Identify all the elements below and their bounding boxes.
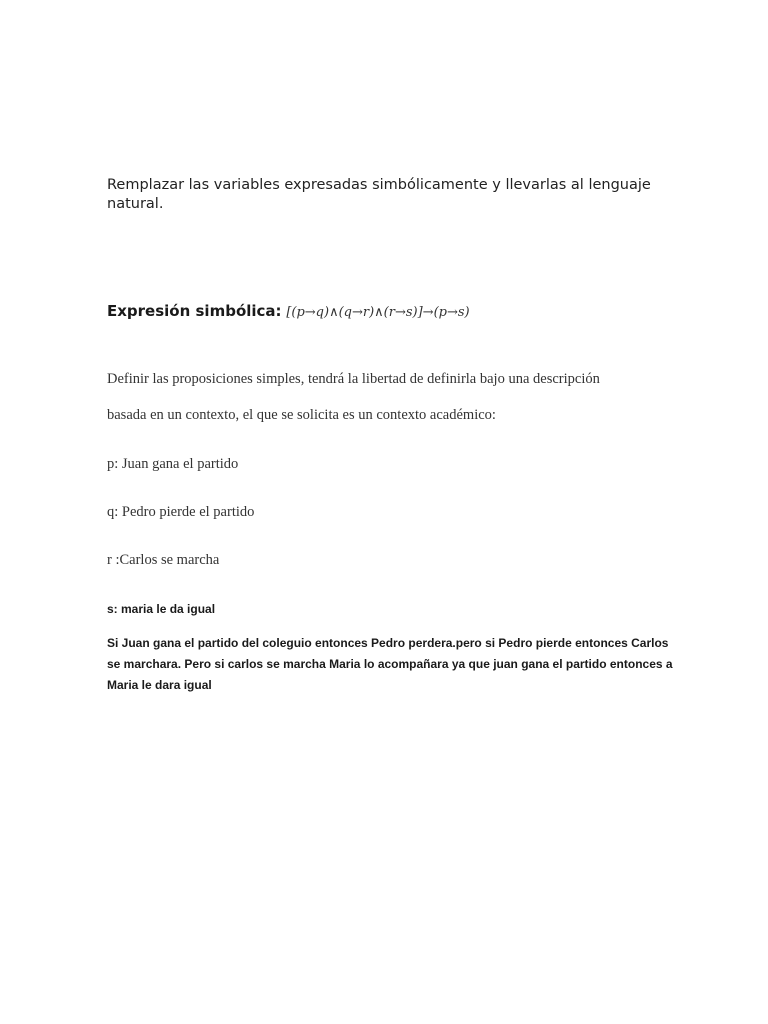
conclusion-line-1: Si Juan gana el partido del coleguio entonces Pedro perdera.pero si Pedro pierde entonces Carlos	[107, 636, 669, 650]
proposition-p: p: Juan gana el partido	[107, 456, 239, 472]
proposition-r: r :Carlos se marcha	[107, 552, 220, 568]
symbolic-expression	[107, 301, 667, 323]
definition-line-1: Definir las proposiciones simples, tendrá la libertad de definirla bajo una descripción	[107, 371, 600, 387]
definition-line-2: basada en un contexto, el que se solicita es un contexto académico:	[107, 407, 496, 423]
expression-formula: [(p→q)∧(q→r)∧(r→s)]→(p→s)	[286, 305, 470, 320]
expression-label: Expresión simbólica:	[107, 302, 282, 320]
proposition-q: q: Pedro pierde el partido	[107, 504, 255, 520]
conclusion-line-3: Maria le dara igual	[107, 678, 212, 692]
conclusion-line-2: se marchara. Pero si carlos se marcha Maria lo acompañara ya que juan gana el partido entonces a	[107, 657, 673, 671]
intro-paragraph: Remplazar las variables expresadas simbólicamente y llevarlas al lenguaje natural.	[107, 177, 651, 212]
proposition-s: s: maria le da igual	[107, 602, 216, 616]
conclusion-paragraph	[107, 633, 673, 696]
